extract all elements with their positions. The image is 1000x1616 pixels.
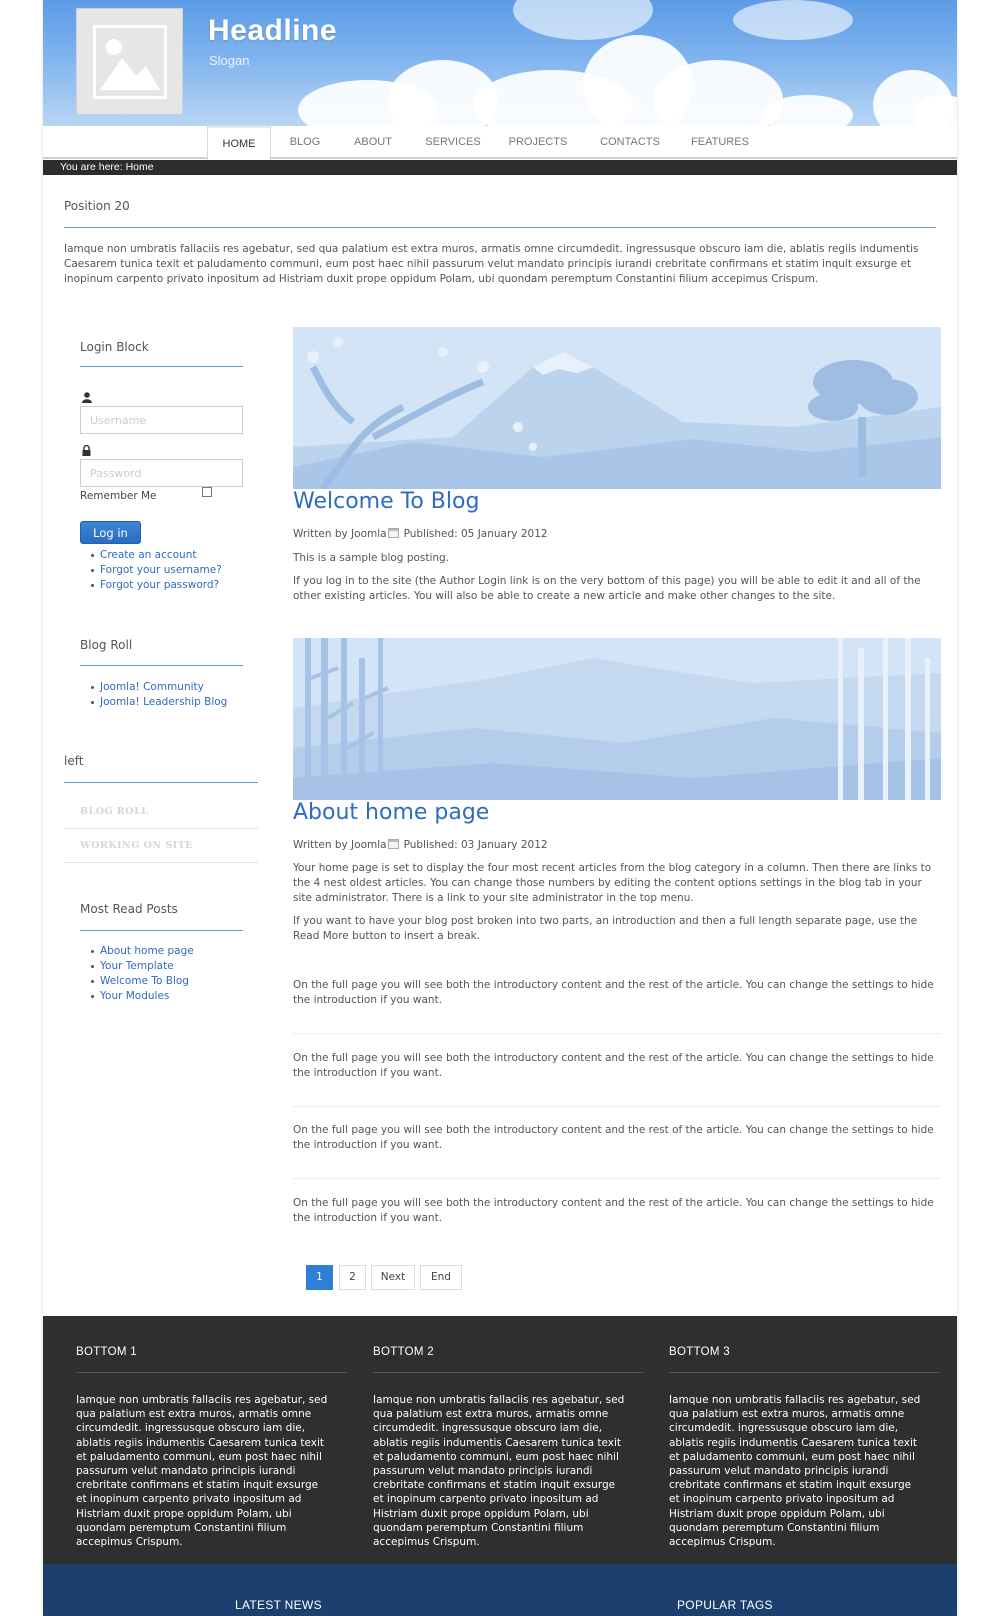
password-input[interactable] (80, 459, 243, 487)
breadcrumb-home-link[interactable]: Home (125, 161, 154, 173)
list-item (89, 959, 194, 974)
remember-me-checkbox[interactable] (202, 487, 212, 497)
joomla-community-link[interactable]: Joomla! Community (100, 681, 204, 693)
list-item (89, 548, 222, 563)
divider (293, 1178, 941, 1179)
cloud-decoration (733, 0, 853, 40)
divider (76, 1372, 347, 1373)
article-paragraph: This is a sample blog posting. (293, 552, 450, 564)
bottom-module-text: Iamque non umbratis fallaciis res agebatur, sed qua palatium est extra muros, armatis omne circumdedit. ingressusque obscuro iam die, ablatis regiis indumentis Caesarem tunica texit et paludamento communi, eum post haec nihil passurum velut mandato principis iurandi crebritate confirmans et statim inquit exsurge et inopinum carpento privato inpositum ad Histriam duxit prope oppidum Polam, ubi quondam peremptum Constantini filium accepimus Crispum. (373, 1394, 625, 1549)
cloud-decoration (763, 95, 853, 126)
article-paragraph: If you want to have your blog post broken into two parts, an introduction and then a full length separate page, use the Read More button to insert a break. (293, 915, 918, 942)
list-item (89, 944, 194, 959)
article-meta (293, 839, 548, 851)
page (43, 0, 957, 1616)
nav-item-about[interactable]: ABOUT (354, 136, 392, 148)
published-date: Published: 05 January 2012 (403, 528, 548, 540)
article-image-bamboo[interactable] (293, 638, 941, 800)
joomla-leadership-blog-link[interactable]: Joomla! Leadership Blog (100, 696, 228, 708)
bottom-module-text: Iamque non umbratis fallaciis res agebatur, sed qua palatium est extra muros, armatis omne circumdedit. ingressusque obscuro iam die, ablatis regiis indumentis Caesarem tunica texit et paludamento communi, eum post haec nihil passurum velut mandato principis iurandi crebritate confirmans et statim inquit exsurge et inopinum carpento privato inpositum ad Histriam duxit prope oppidum Polam, ubi quondam peremptum Constantini filium accepimus Crispum. (76, 1394, 328, 1549)
list-item (89, 578, 222, 593)
pagination-next[interactable]: Next (371, 1265, 415, 1290)
article-meta (293, 528, 548, 540)
nav-item-features[interactable]: FEATURES (691, 136, 749, 148)
nav-item-contacts[interactable]: CONTACTS (600, 136, 660, 148)
forgot-password-link[interactable]: Forgot your password? (100, 579, 220, 591)
divider (669, 1372, 940, 1373)
lock-icon (82, 445, 91, 456)
article-image-mountain-tree[interactable] (293, 327, 941, 489)
blog-roll-links (89, 680, 227, 710)
nav-item-blog[interactable]: BLOG (289, 136, 321, 148)
main-nav (43, 126, 957, 159)
most-read-link[interactable]: Your Modules (100, 990, 170, 1002)
landscape-illustration (293, 327, 941, 489)
user-icon (82, 392, 92, 403)
divider (80, 930, 243, 931)
divider (80, 366, 243, 367)
breadcrumb (43, 160, 957, 175)
intro-item: On the full page you will see both the introductory content and the rest of the article. You can change the settings to hide the introduction if you want. (293, 1052, 934, 1079)
intro-item: On the full page you will see both the introductory content and the rest of the article. You can change the settings to hide the introduction if you want. (293, 1197, 934, 1224)
nav-item-projects[interactable]: PROJECTS (508, 136, 568, 148)
latest-news-title: LATEST NEWS (235, 1598, 322, 1612)
position-20-title: Position 20 (64, 199, 130, 213)
list-item (89, 680, 227, 695)
author-label: Written by Joomla (293, 839, 387, 851)
author-label: Written by Joomla (293, 528, 387, 540)
blog-roll-title: Blog Roll (80, 638, 133, 652)
divider (64, 782, 258, 783)
intro-item: On the full page you will see both the introductory content and the rest of the article. You can change the settings to hide the introduction if you want. (293, 1124, 934, 1151)
calendar-icon (388, 528, 399, 538)
site-headline[interactable]: Headline (208, 14, 338, 47)
login-button[interactable]: Log in (80, 521, 141, 544)
most-read-link[interactable]: Your Template (100, 960, 174, 972)
pagination-end[interactable]: End (420, 1265, 462, 1290)
list-item (89, 989, 194, 1004)
landscape-illustration (293, 638, 941, 800)
published-date: Published: 03 January 2012 (403, 839, 548, 851)
popular-tags-title: POPULAR TAGS (677, 1598, 773, 1612)
divider (373, 1372, 644, 1373)
bottom-module-title: BOTTOM 1 (76, 1346, 137, 1358)
login-block-title: Login Block (80, 340, 149, 354)
logo-placeholder[interactable] (76, 8, 183, 115)
list-item (89, 974, 194, 989)
article-paragraph: Your home page is set to display the four most recent articles from the blog category in a column. Then there are links to the 4 nest oldest articles. You can change those numbers by editing the content options settings in the blog tab in your site administrator. There is a link to your site administrator in the top menu. (293, 862, 932, 904)
bottom-module-title: BOTTOM 3 (669, 1346, 730, 1358)
divider (64, 227, 936, 228)
divider (293, 1033, 941, 1034)
image-placeholder-graphic (96, 28, 164, 96)
site-header (43, 0, 957, 126)
article-paragraph: If you log in to the site (the Author Login link is on the very bottom of this page) you will be able to edit it and all of the other existing articles. You will also be able to create a new article and make other changes to the site. (293, 575, 921, 602)
left-menu-item-blog-roll[interactable]: BLOG ROLL (64, 795, 258, 829)
list-item (89, 563, 222, 578)
username-input[interactable] (80, 406, 243, 434)
most-read-links (89, 944, 194, 1004)
nav-item-services[interactable]: SERVICES (425, 136, 481, 148)
bottom-module-text: Iamque non umbratis fallaciis res agebatur, sed qua palatium est extra muros, armatis omne circumdedit. ingressusque obscuro iam die, ablatis regiis indumentis Caesarem tunica texit et paludamento communi, eum post haec nihil passurum velut mandato principis iurandi crebritate confirmans et statim inquit exsurge et inopinum carpento privato inpositum ad Histriam duxit prope oppidum Polam, ubi quondam peremptum Constantini filium accepimus Crispum. (669, 1394, 921, 1549)
article-title[interactable]: About home page (293, 800, 490, 825)
divider (80, 665, 243, 666)
image-placeholder-icon (93, 25, 167, 99)
divider (293, 1106, 941, 1107)
most-read-title: Most Read Posts (80, 902, 178, 916)
calendar-icon (388, 839, 399, 849)
article-title[interactable]: Welcome To Blog (293, 489, 480, 514)
forgot-username-link[interactable]: Forgot your username? (100, 564, 222, 576)
most-read-link[interactable]: Welcome To Blog (100, 975, 189, 987)
nav-item-home[interactable]: HOME (207, 126, 271, 161)
bottom-modules (43, 1316, 957, 1564)
most-read-link[interactable]: About home page (100, 945, 194, 957)
bottom-module-title: BOTTOM 2 (373, 1346, 434, 1358)
create-account-link[interactable]: Create an account (100, 549, 197, 561)
login-links (89, 548, 222, 593)
remember-me-label: Remember Me (80, 490, 157, 502)
pagination-page-1[interactable]: 1 (306, 1265, 333, 1290)
position-20-text: Iamque non umbratis fallaciis res agebatur, sed qua palatium est extra muros, armatis omne circumdedit. ingressusque obscuro iam die, ablatis regiis indumentis Caesarem tunica texit et paludamento communi, eum post haec nihil passurum velut mandato principis iurandi crebritate confirmans et statim inquit exsurge et inopinum carpento privato inpositum ad Histriam duxit prope oppidum Polam, ubi quondam peremptum Constantini filium accepimus Crispum. (64, 243, 919, 285)
list-item (89, 695, 227, 710)
left-menu-item-working-on-site[interactable]: WORKING ON SITE (64, 829, 258, 863)
site-slogan: Slogan (209, 53, 250, 68)
pagination-page-2[interactable]: 2 (339, 1265, 366, 1290)
intro-item: On the full page you will see both the introductory content and the rest of the article. You can change the settings to hide the introduction if you want. (293, 979, 934, 1006)
breadcrumb-label: You are here: (60, 161, 126, 173)
site-footer (43, 1564, 957, 1616)
left-menu-title: left (64, 754, 84, 768)
cloud-decoration (513, 0, 653, 40)
